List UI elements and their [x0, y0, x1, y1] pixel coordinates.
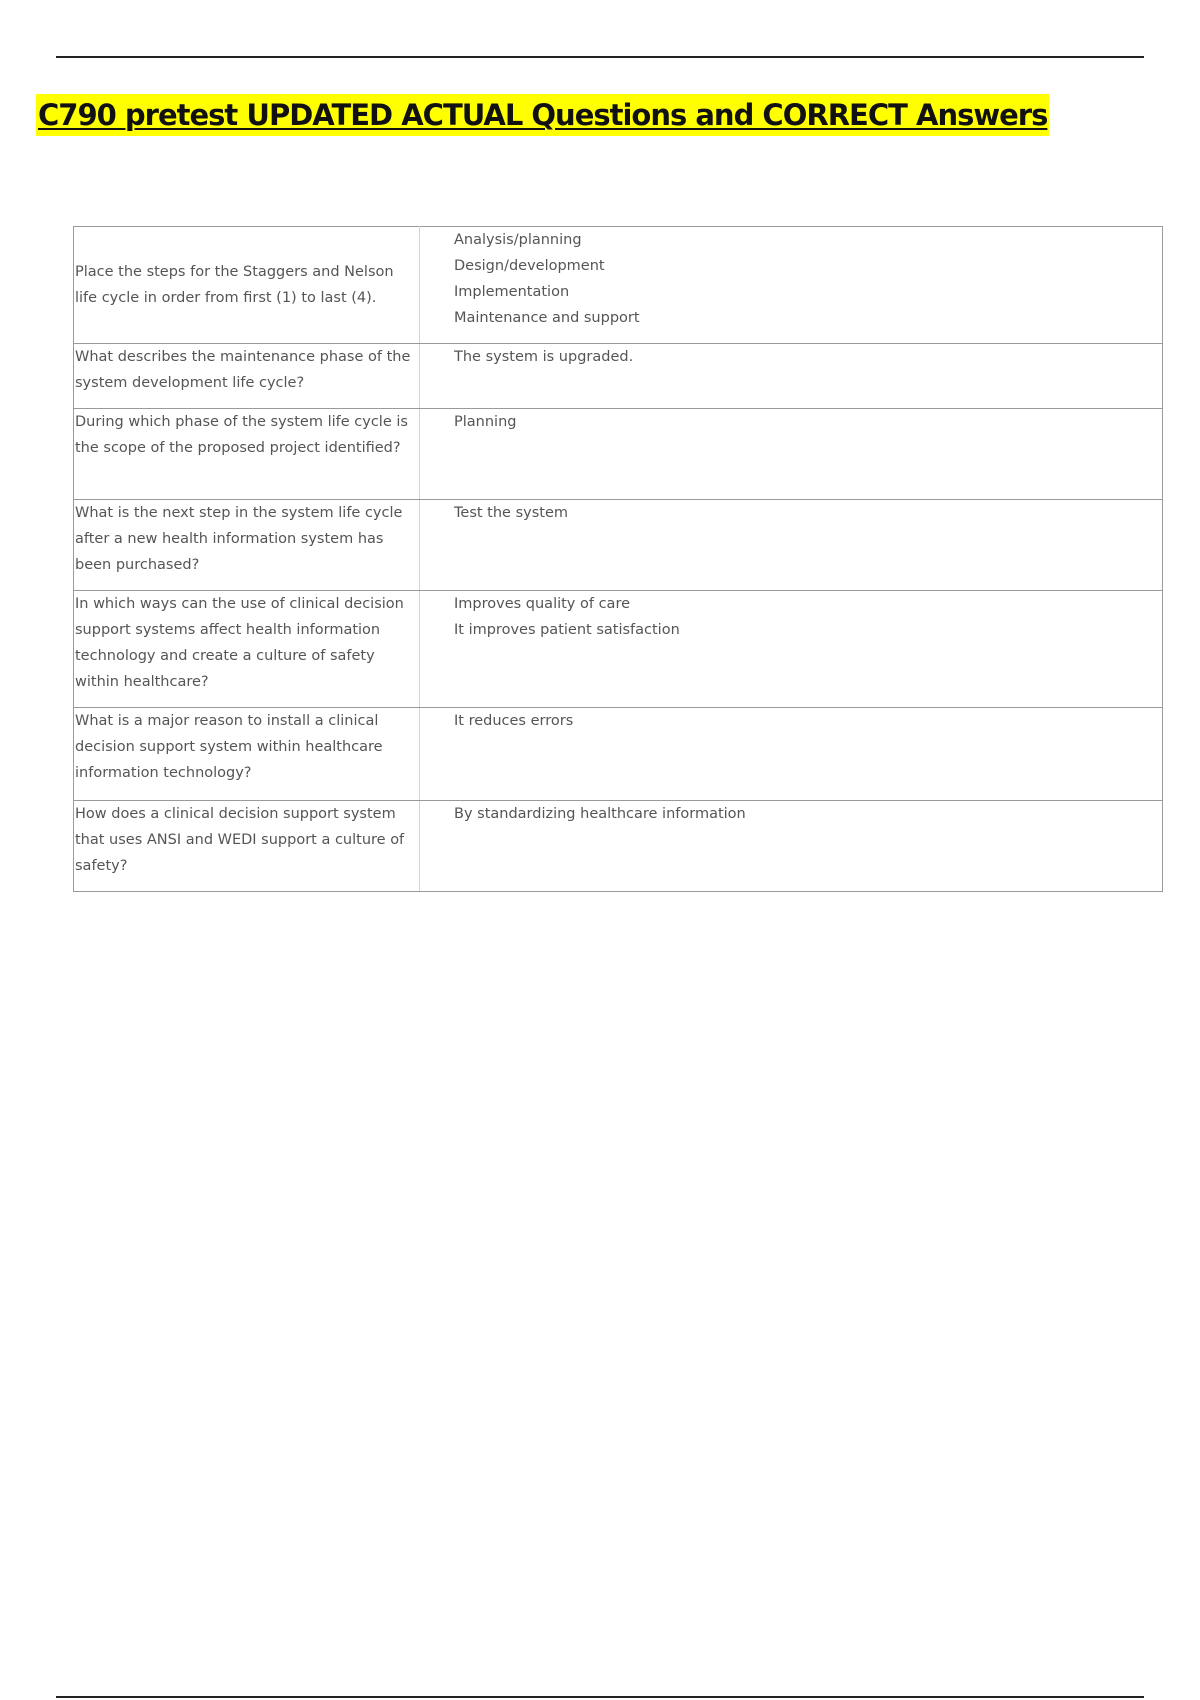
question-cell — [74, 409, 420, 500]
question-cell — [74, 500, 420, 591]
question-text: What is a major reason to install a clinical decision support system within healthcare information technology? — [75, 713, 383, 781]
footer-rule — [56, 1696, 1144, 1698]
answer-cell — [420, 500, 1163, 591]
answer-text: Test the system — [454, 505, 568, 521]
question-text: How does a clinical decision support system that uses ANSI and WEDI support a culture of safety? — [75, 806, 405, 874]
question-cell — [74, 591, 420, 708]
answer-text: It improves patient satisfaction — [454, 622, 680, 638]
table-row — [74, 344, 1163, 409]
question-text: What describes the maintenance phase of the system development life cycle? — [75, 349, 411, 391]
question-text: In which ways can the use of clinical decision support systems affect health information technology and create a culture of safety within healthcare? — [75, 596, 404, 690]
table-row — [74, 591, 1163, 708]
table-row — [74, 708, 1163, 801]
answer-text: Planning — [454, 414, 517, 430]
question-cell — [74, 708, 420, 801]
header-rule — [56, 56, 1144, 58]
table-row — [74, 500, 1163, 591]
answer-cell — [420, 344, 1163, 409]
answer-text: Design/development — [454, 258, 605, 274]
answer-text: It reduces errors — [454, 713, 574, 729]
question-text: What is the next step in the system life cycle after a new health information system has been purchased? — [75, 505, 403, 573]
question-text: Place the steps for the Staggers and Nelson life cycle in order from first (1) to last (4). — [75, 264, 394, 306]
table-row — [74, 409, 1163, 500]
answer-text: By standardizing healthcare information — [454, 806, 746, 822]
qa-table — [73, 226, 1163, 892]
question-cell — [74, 801, 420, 892]
question-text: During which phase of the system life cycle is the scope of the proposed project identified? — [75, 414, 408, 456]
answer-text: Analysis/planning — [454, 232, 582, 248]
answer-text: The system is upgraded. — [454, 349, 634, 365]
answer-cell — [420, 409, 1163, 500]
answer-cell — [420, 708, 1163, 801]
answer-text: Implementation — [454, 284, 570, 300]
answer-text: Improves quality of care — [454, 596, 631, 612]
answer-cell — [420, 801, 1163, 892]
question-cell — [74, 344, 420, 409]
table-row — [74, 801, 1163, 892]
table-row — [74, 227, 1163, 344]
answer-cell — [420, 591, 1163, 708]
document-title: C790 pretest UPDATED ACTUAL Questions and CORRECT Answers — [36, 94, 1049, 136]
answer-cell — [420, 227, 1163, 344]
question-cell — [74, 227, 420, 344]
answer-text: Maintenance and support — [454, 310, 640, 326]
